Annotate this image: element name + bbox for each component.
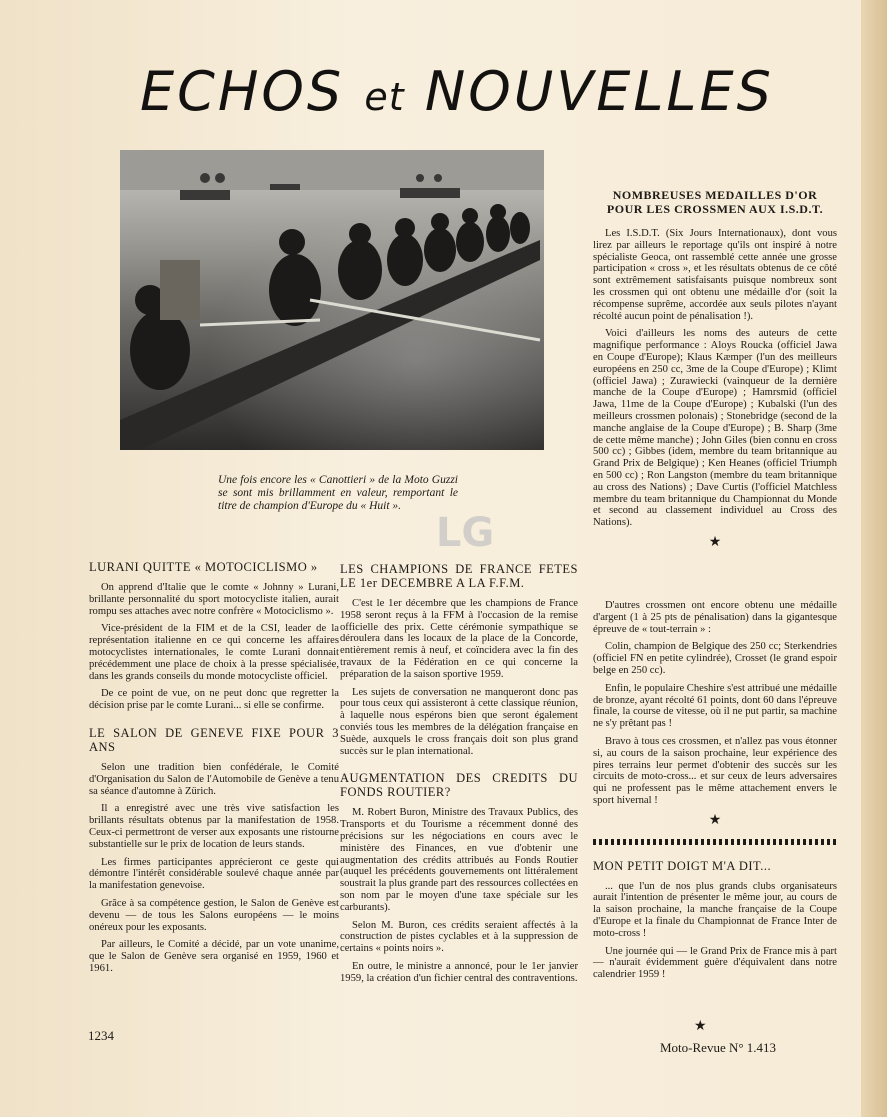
paragraph: D'autres crossmen ont encore obtenu une médaille d'argent (1 à 25 pts de pénalisation) dans la gigantesque épreuve de « tout-terrain » : — [593, 600, 837, 635]
article-title-lurani: LURANI QUITTE « MOTOCICLISMO » — [89, 560, 318, 574]
headline-nouvelles: NOUVELLES — [404, 60, 774, 123]
photo-caption: Une fois encore les « Canottieri » de la Moto Guzzi se sont mis brillamment en valeur, remportant le titre de champion d'Europe du « Huit ». — [218, 474, 458, 512]
paragraph: Vice-président de la FIM et de la CSI, leader de la représentation italienne en ce qui concerne les affaires motocyclistes internationales, le comte Lurani donnait précédemment une place de choix à la presse spécialisée, dans les grands conseils du monde motocycliste officiel. — [89, 623, 339, 682]
paragraph: Colin, champion de Belgique des 250 cc; Sterkendries (officiel FN en petite cylindrée), Crosset (le grand espoir belge en 250 cc). — [593, 641, 837, 676]
watermark-logo: LG — [435, 510, 495, 556]
paragraph: Les firmes participantes apprécieront ce geste qui démontre l'intérêt considérable soulevé chaque année par la manifestation genevoise. — [89, 856, 339, 892]
paragraph: Les I.S.D.T. (Six Jours Internationaux), dont vous lirez par ailleurs le reportage qu'ils ont inspiré à notre spécialiste Geoca, ont rassemblé cette année une grosse participation « cross », et les résultats obtenus de ce côté sont extrêmement satisfaisants puisque nombreux sont les crossmen qui ont obtenu une médaille d'or (soit la récompense suprême, accordée aux seuls pilotes n'ayant récolté aucun point de pénalisation !). — [593, 228, 837, 322]
paragraph: De ce point de vue, on ne peut donc que regretter la décision prise par le comte Lurani... si elle se confirme. — [89, 688, 339, 712]
paragraph: ... que l'un de nos plus grands clubs organisateurs aurait l'intention de présenter le même jour, au cours de la saison prochaine, la manche française de la Coupe d'Europe et la finale du Championnat de France Inter de moto-cross ! — [593, 880, 837, 939]
page-edge — [861, 0, 887, 1117]
paragraph: Selon une tradition bien confédérale, le Comité d'Organisation du Salon de l'Automobile de Genève a tenu sa séance d'automne à Zürich. — [89, 761, 339, 797]
article-title-champions-ffm: LES CHAMPIONS DE FRANCE FETES LE 1er DECEMBRE A LA F.F.M. — [340, 562, 578, 590]
headline-echos: ECHOS — [140, 60, 365, 123]
page-headline — [140, 60, 780, 123]
paragraph: C'est le 1er décembre que les champions de France 1958 seront reçus à la FFM à l'occasion de la remise officielle des prix. Cette cérémonie sympathique se déroulera dans les locaux de la place de la Concorde, entièrement remis à neuf, et coïncidera avec la fin des travaux de la Fédération en ce qui concerne la préparation de la saison sportive 1959. — [340, 598, 578, 680]
article-title-fonds-routier: AUGMENTATION DES CREDITS DU FONDS ROUTIER? — [340, 771, 578, 800]
paragraph: Bravo à tous ces crossmen, et n'allez pas vous étonner si, au cours de la saison prochaine, leur expérience des pires terrains leur permet d'obtenir des succès sur les circuits de moto-cross... et sur ceux de leurs adversaires qui ne professent pas le même attachement envers le sport hivernal ! — [593, 735, 837, 806]
paragraph: M. Robert Buron, Ministre des Travaux Publics, des Transports et du Tourisme a récemment donné des précisions sur les négociations en cours avec le ministère des Finances, en vue d'obtenir une augmentation des crédits attribués au Fonds Routier (auquel les précédents gouvernements ont littéralement soustrait la plus grande part des ressources collectées en son nom par le moyen d'une taxe spéciale sur les carburants). — [340, 807, 578, 913]
paragraph: Grâce à sa compétence gestion, le Salon de Genève est devenu — de tous les Salons européens — le moins onéreux pour les exposants. — [89, 897, 339, 933]
column-3-bottom — [593, 600, 837, 987]
paragraph: Selon M. Buron, ces crédits seraient affectés à la construction de pistes cyclables et à la suppression de certains « points noirs ». — [340, 919, 578, 955]
column-2 — [340, 562, 578, 991]
paragraph: En outre, le ministre a annoncé, pour le 1er janvier 1959, la création d'un fichier central des contraventions. — [340, 960, 578, 984]
paragraph: On apprend d'Italie que le comte « Johnny » Lurani, brillante personnalité du sport motocycliste italien, aurait rompu ses attaches avec notre confrère « Motociclismo ». — [89, 582, 339, 617]
article-title-medailles-isdt: NOMBREUSES MEDAILLES D'OR POUR LES CROSSMEN AUX I.S.D.T. — [606, 188, 824, 216]
footer-star: ★ — [694, 1019, 707, 1034]
article-title-salon-geneve: LE SALON DE GENEVE FIXE POUR 3 ANS — [89, 725, 339, 754]
star-separator: ★ — [708, 812, 722, 828]
paragraph: Enfin, le populaire Cheshire s'est attribué une médaille de bronze, ayant récolté 61 points, dont 60 dans l'épreuve finale, la course de vitesse, où il ne put partir, sa machine ne s'y prêtant pas ! — [593, 682, 837, 730]
paragraph: Par ailleurs, le Comité a décidé, par un vote unanime, que le Salon de Genève sera organisé en 1959, 1960 et 1961. — [89, 939, 339, 974]
rowing-photo-illustration — [120, 150, 544, 450]
paragraph: Une journée qui — le Grand Prix de France mis à part — n'aurait évidemment guère d'équivalent dans notre calendrier 1959 ! — [593, 945, 837, 981]
decorative-rule — [593, 839, 837, 845]
paragraph: Il a enregistré avec une très vive satisfaction les brillants résultats obtenus par la manifestation de 1958. Ceux-ci permettront de verser aux exposants une ristourne substantielle sur le prix de location de leurs stands. — [89, 803, 339, 850]
paragraph: Voici d'ailleurs les noms des auteurs de cette magnifique performance : Aloys Roucka (officiel Jawa en Coupe d'Europe); Klaus Kæmper (l'un des meilleurs européens en 250 cc, 3me de la Coupe d'Europe) ; Klimt (officiel Jawa) ; Zurawiecki (vainqueur de la dernière manche de la Coupe d'Europe) ; Hamrsmid (officiel Jawa, 11me de la Coupe d'Europe) ; Kubalski (l'un des meilleurs crossmen polonais) ; Stonebridge (second de la manche anglaise de la Coupe d'Europe) ; B. Sharp (3me de cette même manche) ; John Giles (bien connu en cross 500 cc) ; Gibbes (idem, membre du team britannique au Grand Prix de Belgique) ; Ken Heanes (officiel Triumph en 500 cc) ; Ron Langston (membre du team britannique au cross des Nations) ; Dave Curtis (l'officiel Matchless membre du team britannique du Championnat du Monde et second au classement individuel au Cross des Nations). — [593, 328, 837, 529]
rowing-team-photo — [120, 150, 544, 450]
magazine-issue: Moto-Revue N° 1.413 — [660, 1040, 777, 1055]
headline-et: et — [364, 75, 405, 119]
column-1 — [89, 560, 339, 981]
article-title-petit-doigt: MON PETIT DOIGT M'A DIT... — [593, 858, 772, 873]
star-separator: ★ — [708, 534, 722, 550]
column-3-top — [593, 188, 837, 561]
paragraph: Les sujets de conversation ne manqueront donc pas pour tous ceux qui assisteront à cette classique réunion, à laquelle nous espérons bien que seront également conviés tous les membres de la délégation française en Suède, auxquels le cross français doit son plus grand succès sur le plan international. — [340, 686, 578, 757]
page-number: 1234 — [88, 1028, 114, 1043]
